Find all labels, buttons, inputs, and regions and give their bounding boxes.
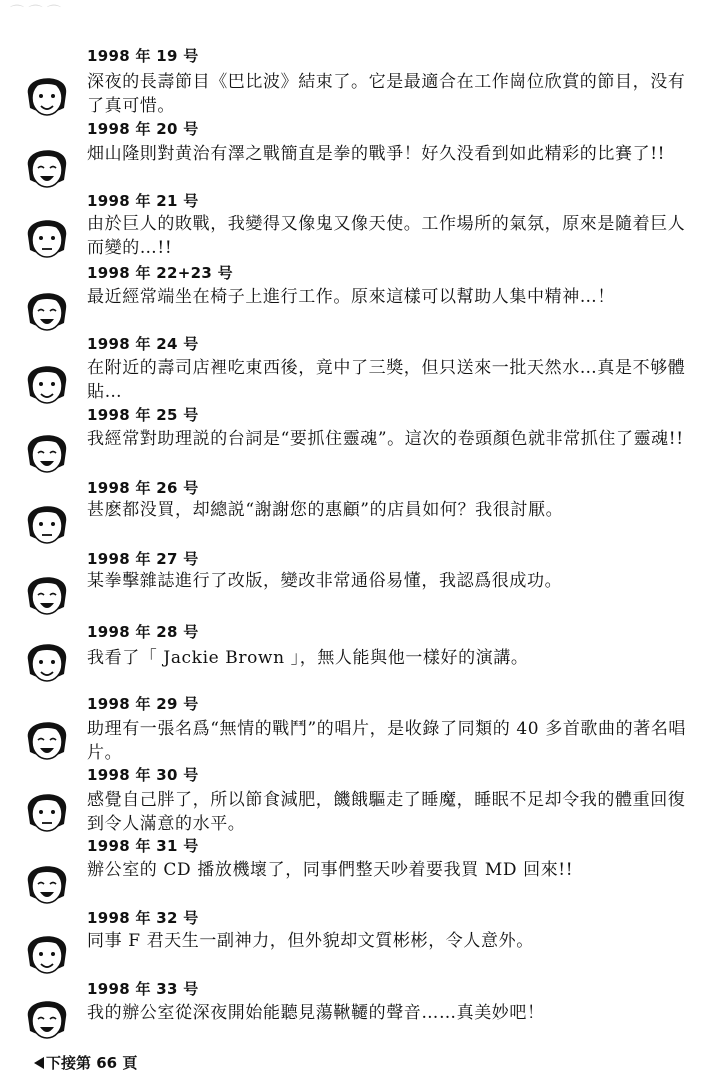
author-face-icon — [22, 630, 72, 686]
comment-text: 最近經常端坐在椅子上進行工作。原來這樣可以幫助人集中精神…！ — [87, 287, 615, 307]
author-face-icon — [22, 279, 72, 335]
issue-label: 1998 年 32 号 — [87, 909, 199, 927]
comment-text: 同事 F 君天生一副神力，但外貌却文質彬彬，令人意外。 — [87, 931, 534, 951]
issue-label: 1998 年 31 号 — [87, 837, 199, 855]
comment-text: 甚麽都没買，却總説“謝謝您的惠顧”的店員如何？我很討厭。 — [87, 500, 564, 520]
comment-text: 我的辦公室從深夜開始能聽見蕩鞦韆的聲音……真美妙吧！ — [87, 1003, 545, 1023]
author-face-icon — [22, 987, 72, 1043]
left-arrow-icon — [34, 1057, 44, 1069]
issue-label: 1998 年 28 号 — [87, 623, 199, 641]
author-face-icon — [22, 492, 72, 548]
author-face-icon — [22, 421, 72, 477]
comment-text: 深夜的長壽節目《巴比波》結束了。它是最適合在工作崗位欣賞的節目，没有了真可惜。 — [87, 72, 686, 116]
comment-text: 感覺自己胖了，所以節食減肥，饑餓驅走了睡魔，睡眠不足却令我的體重回復到令人滿意的水平。 — [87, 790, 686, 834]
issue-label: 1998 年 20 号 — [87, 120, 199, 138]
comment-text: 畑山隆則對黄治有澤之戰簡直是拳的戰爭！好久没看到如此精彩的比賽了!! — [87, 144, 666, 164]
issue-label: 1998 年 29 号 — [87, 695, 199, 713]
author-face-icon — [22, 852, 72, 908]
author-face-icon — [22, 206, 72, 262]
continued-on-page-link[interactable] — [34, 1052, 137, 1073]
issue-label: 1998 年 26 号 — [87, 479, 199, 497]
author-face-icon — [22, 922, 72, 978]
author-face-icon — [22, 563, 72, 619]
comment-text: 在附近的壽司店裡吃東西後，竟中了三獎，但只送來一批天然水…真是不够體貼… — [87, 358, 686, 402]
issue-label: 1998 年 25 号 — [87, 406, 199, 424]
issue-label: 1998 年 22+23 号 — [87, 264, 233, 282]
continued-label: 下接第 66 頁 — [46, 1054, 138, 1072]
author-face-icon — [22, 136, 72, 192]
author-face-icon — [22, 708, 72, 764]
issue-label: 1998 年 24 号 — [87, 335, 199, 353]
author-face-icon — [22, 780, 72, 836]
faded-watermark: ⌒ ⌒ ⌒ — [10, 5, 61, 21]
issue-label: 1998 年 21 号 — [87, 192, 199, 210]
comment-text: 我看了「 Jackie Brown 」，無人能與他一樣好的演講。 — [87, 648, 529, 668]
author-face-icon — [22, 352, 72, 408]
comment-text: 我經常對助理説的台詞是“要抓住靈魂”。這次的卷頭顏色就非常抓住了靈魂!! — [87, 429, 684, 449]
comment-text: 辦公室的 CD 播放機壞了，同事們整天吵着要我買 MD 回來!! — [87, 860, 574, 880]
issue-label: 1998 年 27 号 — [87, 550, 199, 568]
comment-text: 某拳擊雜誌進行了改版，變改非常通俗易懂，我認爲很成功。 — [87, 571, 563, 591]
comment-text: 由於巨人的敗戰，我變得又像鬼又像天使。工作場所的氣氛，原來是隨着巨人而變的…!! — [87, 214, 686, 258]
comment-text: 助理有一張名爲“無情的戰鬥”的唱片，是收錄了同類的 40 多首歌曲的著名唱片。 — [87, 719, 687, 763]
issue-label: 1998 年 19 号 — [87, 47, 199, 65]
author-face-icon — [22, 64, 72, 120]
issue-label: 1998 年 30 号 — [87, 766, 199, 784]
issue-label: 1998 年 33 号 — [87, 980, 199, 998]
